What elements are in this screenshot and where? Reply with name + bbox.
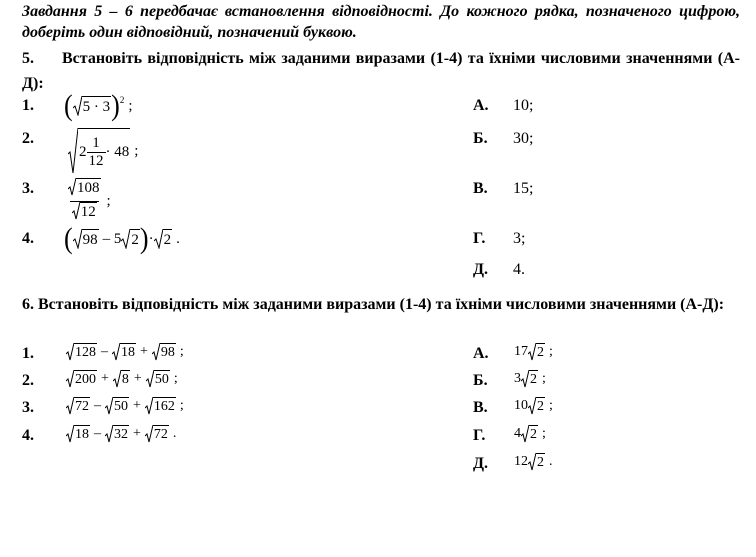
task5-answer-letter: Г.	[473, 230, 486, 247]
radical: 18	[112, 343, 136, 361]
radical: 72	[145, 425, 169, 443]
radical: 8	[113, 370, 130, 388]
radical: 2	[528, 343, 545, 361]
task5-answer-value: 10;	[513, 97, 534, 114]
task6-item-label: 2.	[22, 372, 34, 389]
radical: 18	[66, 425, 90, 443]
task5-number: 5	[22, 50, 30, 67]
radical: 2	[154, 229, 173, 249]
task6-answer-value: 12 2 .	[514, 454, 553, 470]
task6-answer-value: 10 2 ;	[514, 398, 553, 414]
task6-item-label: 1.	[22, 345, 34, 362]
radical: 2	[121, 229, 140, 249]
task6-answer-value: 17 2 ;	[514, 344, 553, 360]
task5-answer-letter: Б.	[473, 130, 488, 147]
fraction: $\frac{1}{12}$	[88, 134, 104, 169]
instructions-paragraph: Завдання 5 – 6 передбачає встановлення відповідності. До кожного рядка, позначеного цифрою, доберіть один відповідний, позначений буквою.	[22, 3, 740, 41]
radical: 50	[105, 397, 129, 415]
radical: 162	[145, 397, 176, 415]
task5-item-label: 1.	[22, 97, 34, 114]
task6-answer-value: 3 2 ;	[514, 371, 546, 387]
radical: 2	[521, 425, 538, 443]
task6-heading: 6. Встановіть відповідність між заданими виразами (1-4) та їхніми числовими значеннями (А-Д):	[22, 296, 725, 313]
radical: 50	[146, 370, 170, 388]
task5-item-label: 3.	[22, 180, 34, 197]
radical: 2	[528, 397, 545, 415]
task5-expression-1: ( 5 · 3 ) $^2$ ;	[64, 88, 133, 123]
radical: 200	[66, 370, 97, 388]
task5-expression-4: ( 98 – 5 2 ) · 2 .	[64, 221, 180, 256]
task6-item-label: 4.	[22, 427, 34, 444]
task5-title: Встановіть відповідність між заданими виразами (1-4) та їхніми числовими значеннями (А-Д):	[22, 50, 740, 92]
task5-item-label: 4.	[22, 230, 34, 247]
radical: 98	[152, 343, 176, 361]
fraction	[66, 178, 103, 225]
task6-answer-letter: Д.	[473, 455, 489, 472]
task5-answer-value: 4.	[513, 261, 525, 278]
task5-answer-value: 30;	[513, 130, 534, 147]
radical: 2	[528, 453, 545, 471]
task6-answer-letter: В.	[473, 399, 488, 416]
radical: 2	[521, 370, 538, 388]
task6-answer-value: 4 2 ;	[514, 426, 546, 442]
task5-expression-2: 2 $\frac{1}{12}$ · 48 ;	[68, 128, 138, 174]
radical: 2 $\frac{1}{12}$ · 48	[68, 128, 130, 174]
task5-item-label: 2.	[22, 130, 34, 147]
task6-answer-letter: А.	[473, 345, 489, 362]
task5-answer-value: 3;	[513, 230, 526, 247]
task6-answer-letter: Г.	[473, 427, 486, 444]
task5-answer-value: 15;	[513, 180, 534, 197]
task5-answer-letter: А.	[473, 97, 489, 114]
radical: 72	[66, 397, 90, 415]
task6-expression-2: 200 + 8 + 50 ;	[66, 370, 178, 388]
radical: 32	[105, 425, 129, 443]
radical: 128	[66, 343, 97, 361]
task5-answer-letter: Д.	[473, 261, 489, 278]
task6-answer-letter: Б.	[473, 372, 488, 389]
task5-answer-letter: В.	[473, 180, 488, 197]
radical: 108	[68, 178, 101, 197]
task5-expression-3: $\frac{108}{12}$ ;	[66, 178, 111, 225]
radical: 98	[73, 229, 99, 249]
task6-expression-1: 128 – 18 + 98 ;	[66, 343, 184, 361]
radical: 12	[72, 202, 97, 221]
task5-heading: 5. Встановіть відповідність між заданими виразами (1-4) та їхніми числовими значеннями (А-Д):	[22, 50, 740, 92]
radical: 5 · 3	[73, 96, 112, 116]
task6-expression-3: 72 – 50 + 162 ;	[66, 397, 184, 415]
task6-item-label: 3.	[22, 399, 34, 416]
task6-expression-4: 18 – 32 + 72 .	[66, 425, 176, 443]
